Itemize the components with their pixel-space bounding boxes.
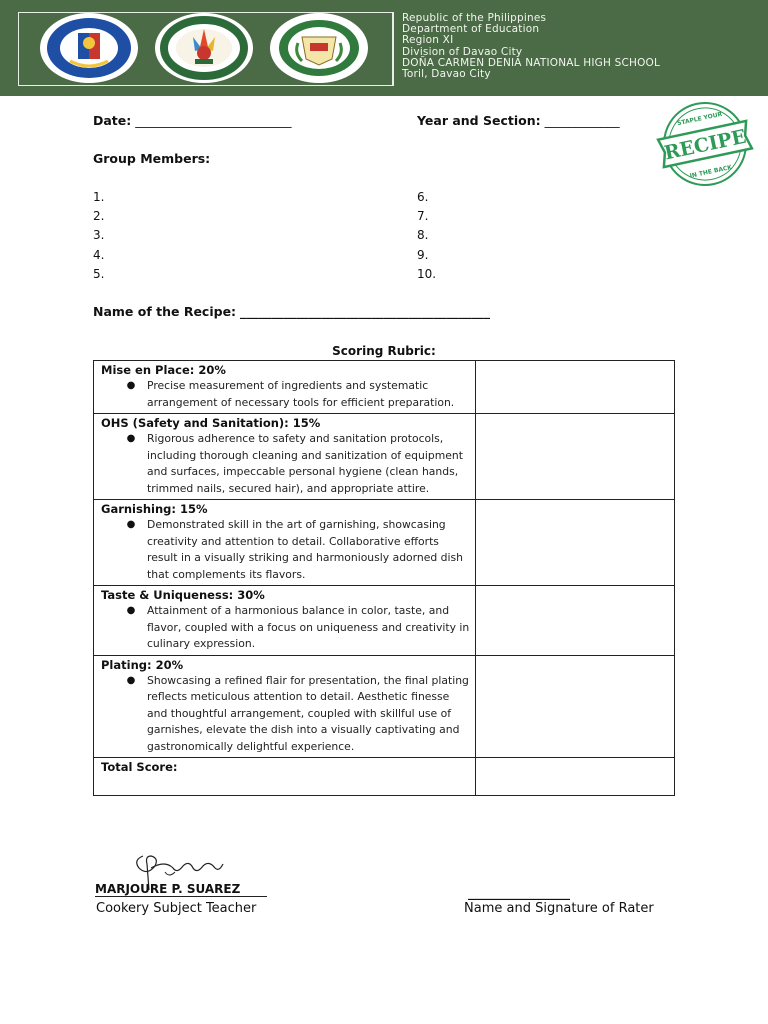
member-slot[interactable]: 4. bbox=[93, 247, 105, 262]
criterion-description: Showcasing a refined flair for presentation, the final plating reflects meticulous attention to detail. Aesthetic finesse and thoughtful arrangement, coupled with skillful use of garnishes, elevate the dish into a visually captivating and gastronomically delightful experience. bbox=[147, 673, 469, 753]
member-slot[interactable]: 9. bbox=[417, 247, 429, 262]
score-cell[interactable] bbox=[476, 586, 675, 656]
header-line-republic: Republic of the Philippines bbox=[402, 12, 547, 24]
members-list-left bbox=[93, 188, 104, 284]
criterion-cell bbox=[94, 500, 476, 586]
total-score-label: Total Score: bbox=[101, 760, 178, 774]
criterion-cell bbox=[94, 361, 476, 414]
member-slot[interactable]: 8. bbox=[417, 228, 429, 243]
criterion-title: Taste & Uniqueness: 30% bbox=[101, 588, 265, 602]
school-seal-logo bbox=[270, 13, 368, 83]
header-line-location: Toril, Davao City bbox=[402, 68, 491, 81]
stamp-main-text: RECIPE bbox=[662, 125, 749, 165]
header-band bbox=[0, 0, 768, 96]
bullet-icon: ● bbox=[126, 674, 136, 686]
recipe-stamp bbox=[650, 100, 760, 188]
header-line-region: Region XI bbox=[402, 34, 454, 47]
deped-seal-logo bbox=[40, 13, 138, 83]
members-list-right bbox=[417, 188, 436, 284]
rubric-row bbox=[94, 586, 675, 656]
teacher-role: Cookery Subject Teacher bbox=[96, 901, 257, 916]
criterion-title: Plating: 20% bbox=[101, 657, 184, 672]
member-slot[interactable]: 7. bbox=[417, 209, 429, 224]
davao-city-division-logo bbox=[155, 13, 253, 83]
rubric-row bbox=[94, 361, 675, 414]
total-score-row bbox=[94, 758, 675, 796]
total-score-label-cell bbox=[94, 758, 476, 796]
header-divider bbox=[392, 12, 394, 86]
score-cell[interactable] bbox=[476, 500, 675, 586]
member-slot[interactable]: 6. bbox=[417, 190, 429, 204]
rubric-row bbox=[94, 500, 675, 586]
criterion-description: Demonstrated skill in the art of garnishing, showcasing creativity and attention to detail. Collaborative efforts result in a visually striking and harmoniously adorned dish that complements its flavors. bbox=[147, 518, 464, 581]
stamp-bottom-text: IN THE BACK bbox=[689, 163, 733, 180]
date-label: Date: bbox=[93, 113, 132, 128]
rubric-title: Scoring Rubric: bbox=[332, 344, 436, 358]
bullet-icon: ● bbox=[126, 605, 136, 616]
teacher-name: MARJOURE P. SUAREZ bbox=[95, 882, 241, 896]
header-line-division: Division of Davao City bbox=[402, 45, 523, 58]
member-slot[interactable]: 2. bbox=[93, 209, 105, 224]
date-blank: _________________________ bbox=[135, 113, 292, 128]
rubric-row bbox=[94, 655, 675, 758]
teacher-signature-line bbox=[95, 896, 267, 897]
rater-signature-blank[interactable]: _________________ bbox=[468, 886, 570, 900]
rubric-row bbox=[94, 414, 675, 500]
scoring-rubric-table bbox=[93, 360, 675, 796]
stamp-top-text: STAPLE YOUR bbox=[676, 110, 723, 128]
date-field[interactable] bbox=[93, 113, 292, 128]
total-score-cell[interactable] bbox=[476, 758, 675, 796]
criterion-title: OHS (Safety and Sanitation): 15% bbox=[101, 416, 321, 430]
year-section-blank: ____________ bbox=[544, 113, 620, 128]
criterion-cell bbox=[94, 655, 476, 758]
score-cell[interactable] bbox=[476, 655, 675, 758]
score-cell[interactable] bbox=[476, 361, 675, 414]
criterion-title: Mise en Place: 20% bbox=[101, 363, 226, 377]
criterion-description: Rigorous adherence to safety and sanitation protocols, including thorough cleaning and sanitization of equipment and surfaces, impeccable personal hygiene (clean hands, trimmed nails, secured hair), and appropriate attire. bbox=[147, 432, 463, 495]
member-slot[interactable]: 10. bbox=[417, 266, 437, 281]
year-section-field[interactable] bbox=[417, 113, 620, 128]
criterion-cell bbox=[94, 414, 476, 500]
recipe-name-field[interactable] bbox=[93, 304, 490, 319]
rater-label: Name and Signature of Rater bbox=[464, 901, 654, 916]
member-slot[interactable]: 5. bbox=[93, 266, 105, 281]
header-line-school: DOÑA CARMEN DENIA NATIONAL HIGH SCHOOL bbox=[402, 56, 661, 69]
bullet-icon: ● bbox=[126, 519, 136, 530]
group-members-label: Group Members: bbox=[93, 151, 211, 166]
year-section-label: Year and Section: bbox=[417, 113, 541, 128]
score-cell[interactable] bbox=[476, 414, 675, 500]
recipe-name-blank: ________________________________________ bbox=[240, 304, 491, 319]
bullet-icon: ● bbox=[126, 380, 136, 391]
bullet-icon: ● bbox=[126, 433, 136, 444]
school-info bbox=[402, 13, 660, 80]
criterion-title: Garnishing: 15% bbox=[101, 502, 208, 516]
member-slot[interactable]: 3. bbox=[93, 228, 105, 243]
member-slot[interactable]: 1. bbox=[93, 190, 105, 204]
criterion-description: Precise measurement of ingredients and systematic arrangement of necessary tools for efficient preparation. bbox=[147, 379, 455, 409]
criterion-description: Attainment of a harmonious balance in color, taste, and flavor, coupled with a focus on uniqueness and creativity in culinary expression. bbox=[147, 604, 470, 650]
header-line-department: Department of Education bbox=[402, 23, 540, 36]
recipe-name-label: Name of the Recipe: bbox=[93, 304, 237, 319]
criterion-cell bbox=[94, 586, 476, 656]
